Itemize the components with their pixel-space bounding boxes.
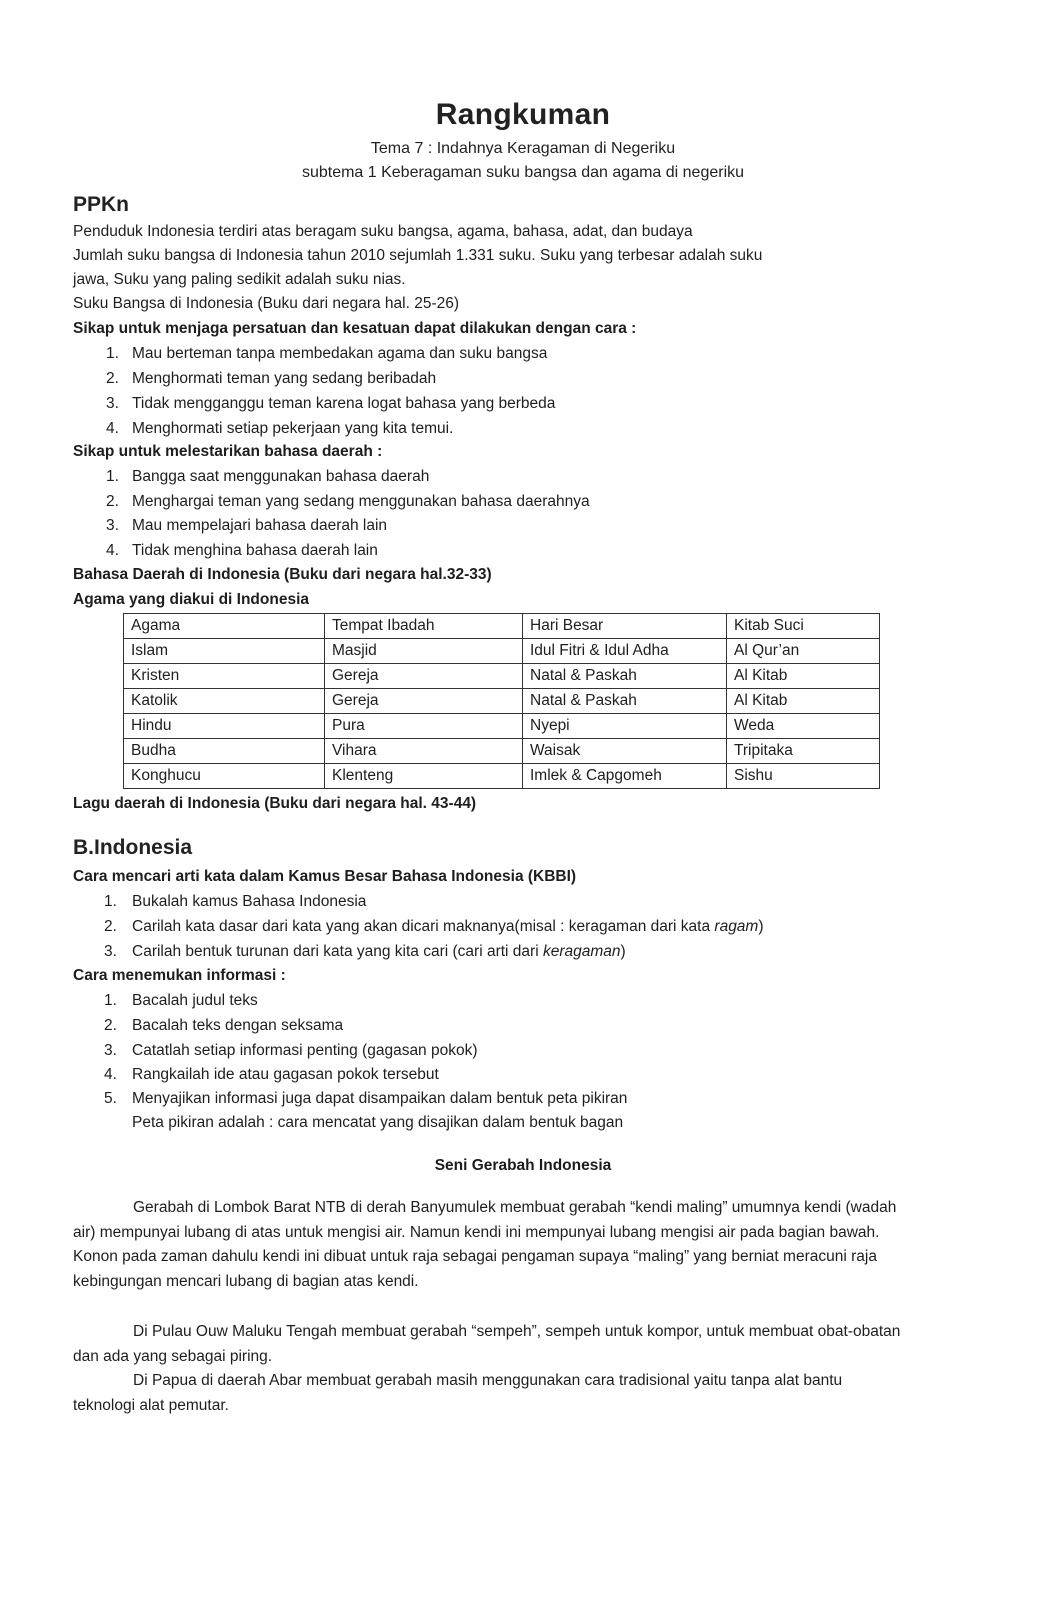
list-item: 2. Menghargai teman yang sedang menggunakan bahasa daerahnya — [106, 493, 590, 510]
bindo-heading: B.Indonesia — [73, 836, 193, 859]
ppkn-line: jawa, Suku yang paling sedikit adalah suku nias. — [73, 271, 406, 288]
table-header-cell: Tempat Ibadah — [325, 614, 523, 639]
table-row — [124, 739, 880, 764]
gerabah-heading: Seni Gerabah Indonesia — [434, 1157, 612, 1174]
list-item: 3. Catatlah setiap informasi penting (gagasan pokok) — [104, 1042, 478, 1059]
list-item: 1. Bacalah judul teks — [104, 992, 258, 1009]
table-cell: Natal & Paskah — [523, 689, 727, 714]
list-item: 4. Rangkailah ide atau gagasan pokok tersebut — [104, 1066, 439, 1083]
agama-table — [123, 613, 880, 789]
table-cell: Al Kitab — [727, 689, 880, 714]
agama-heading: Agama yang diakui di Indonesia — [73, 591, 309, 608]
document-title: Rangkuman — [435, 98, 611, 131]
table-row — [124, 714, 880, 739]
subtema-subtitle: subtema 1 Keberagaman suku bangsa dan agama di negeriku — [301, 164, 745, 181]
list-item: 2. Bacalah teks dengan seksama — [104, 1017, 344, 1034]
table-cell: Katolik — [124, 689, 325, 714]
list-item: 3. Tidak mengganggu teman karena logat bahasa yang berbeda — [106, 395, 556, 412]
table-row — [124, 764, 880, 789]
bahasa-daerah-heading: Sikap untuk melestarikan bahasa daerah : — [73, 443, 383, 460]
table-cell: Masjid — [325, 639, 523, 664]
gerabah-paragraph: Di Papua di daerah Abar membuat gerabah masih menggunakan cara tradisional yaitu tanpa alat bantu teknologi alat pemutar. — [73, 1372, 843, 1414]
table-cell: Idul Fitri & Idul Adha — [523, 639, 727, 664]
table-cell: Konghucu — [124, 764, 325, 789]
table-cell: Pura — [325, 714, 523, 739]
table-cell: Natal & Paskah — [523, 664, 727, 689]
list-item: 3. Carilah bentuk turunan dari kata yang kita cari (cari arti dari keragaman) — [104, 943, 626, 960]
list-item: 1. Mau berteman tanpa membedakan agama dan suku bangsa — [106, 345, 548, 362]
peta-pikiran-note: Peta pikiran adalah : cara mencatat yang disajikan dalam bentuk bagan — [132, 1114, 624, 1131]
tema-subtitle: Tema 7 : Indahnya Keragaman di Negeriku — [370, 140, 676, 157]
table-cell: Kristen — [124, 664, 325, 689]
table-header-cell: Kitab Suci — [727, 614, 880, 639]
ppkn-line: Penduduk Indonesia terdiri atas beragam suku bangsa, agama, bahasa, adat, dan budaya — [73, 223, 693, 240]
table-cell: Klenteng — [325, 764, 523, 789]
list-item: 4. Menghormati setiap pekerjaan yang kita temui. — [106, 420, 454, 437]
list-item: 4. Tidak menghina bahasa daerah lain — [106, 542, 378, 559]
table-cell: Al Kitab — [727, 664, 880, 689]
table-header-cell: Hari Besar — [523, 614, 727, 639]
kbbi-heading: Cara mencari arti kata dalam Kamus Besar Bahasa Indonesia (KBBI) — [73, 868, 577, 885]
gerabah-paragraph: Di Pulau Ouw Maluku Tengah membuat gerabah “sempeh”, sempeh untuk kompor, untuk membuat obat-obatan dan ada yang sebagai piring. — [73, 1323, 901, 1365]
table-cell: Sishu — [727, 764, 880, 789]
table-row — [124, 664, 880, 689]
table-cell: Imlek & Capgomeh — [523, 764, 727, 789]
table-cell: Hindu — [124, 714, 325, 739]
list-item: 1. Bangga saat menggunakan bahasa daerah — [106, 468, 430, 485]
list-item: 2. Carilah kata dasar dari kata yang akan dicari maknanya(misal : keragaman dari kata ragam) — [104, 918, 764, 935]
informasi-heading: Cara menemukan informasi : — [73, 967, 286, 984]
table-cell: Nyepi — [523, 714, 727, 739]
persatuan-heading: Sikap untuk menjaga persatuan dan kesatuan dapat dilakukan dengan cara : — [73, 320, 637, 337]
table-row — [124, 639, 880, 664]
table-header-cell: Agama — [124, 614, 325, 639]
table-cell: Budha — [124, 739, 325, 764]
table-cell: Gereja — [325, 689, 523, 714]
bahasa-daerah-reference: Bahasa Daerah di Indonesia (Buku dari negara hal.32-33) — [73, 566, 492, 583]
list-item: 3. Mau mempelajari bahasa daerah lain — [106, 517, 388, 534]
lagu-daerah-reference: Lagu daerah di Indonesia (Buku dari negara hal. 43-44) — [73, 795, 477, 812]
table-cell: Weda — [727, 714, 880, 739]
table-cell: Gereja — [325, 664, 523, 689]
ppkn-heading: PPKn — [73, 193, 130, 216]
table-cell: Tripitaka — [727, 739, 880, 764]
gerabah-paragraph: Gerabah di Lombok Barat NTB di derah Banyumulek membuat gerabah “kendi maling” umumnya kendi (wadah air) mempunyai lubang di atas untuk mengisi air. Namun kendi ini mempunyai lubang mengisi air pada bagian bawah. Konon pada zaman dahulu kendi ini dibuat untuk raja sebagai pengaman supaya “maling” yang berniat meracuni raja kebingungan mencari lubang di bagian atas kendi. — [73, 1199, 897, 1290]
ppkn-line: Jumlah suku bangsa di Indonesia tahun 2010 sejumlah 1.331 suku. Suku yang terbesar adalah suku — [73, 247, 763, 264]
list-item: 1. Bukalah kamus Bahasa Indonesia — [104, 893, 367, 910]
ppkn-line: Suku Bangsa di Indonesia (Buku dari negara hal. 25-26) — [73, 295, 460, 312]
table-cell: Vihara — [325, 739, 523, 764]
table-cell: Al Qur’an — [727, 639, 880, 664]
list-item: 2. Menghormati teman yang sedang beribadah — [106, 370, 437, 387]
table-cell: Islam — [124, 639, 325, 664]
list-item: 5. Menyajikan informasi juga dapat disampaikan dalam bentuk peta pikiran — [104, 1090, 628, 1107]
table-cell: Waisak — [523, 739, 727, 764]
table-row — [124, 689, 880, 714]
table-header-row — [124, 614, 880, 639]
